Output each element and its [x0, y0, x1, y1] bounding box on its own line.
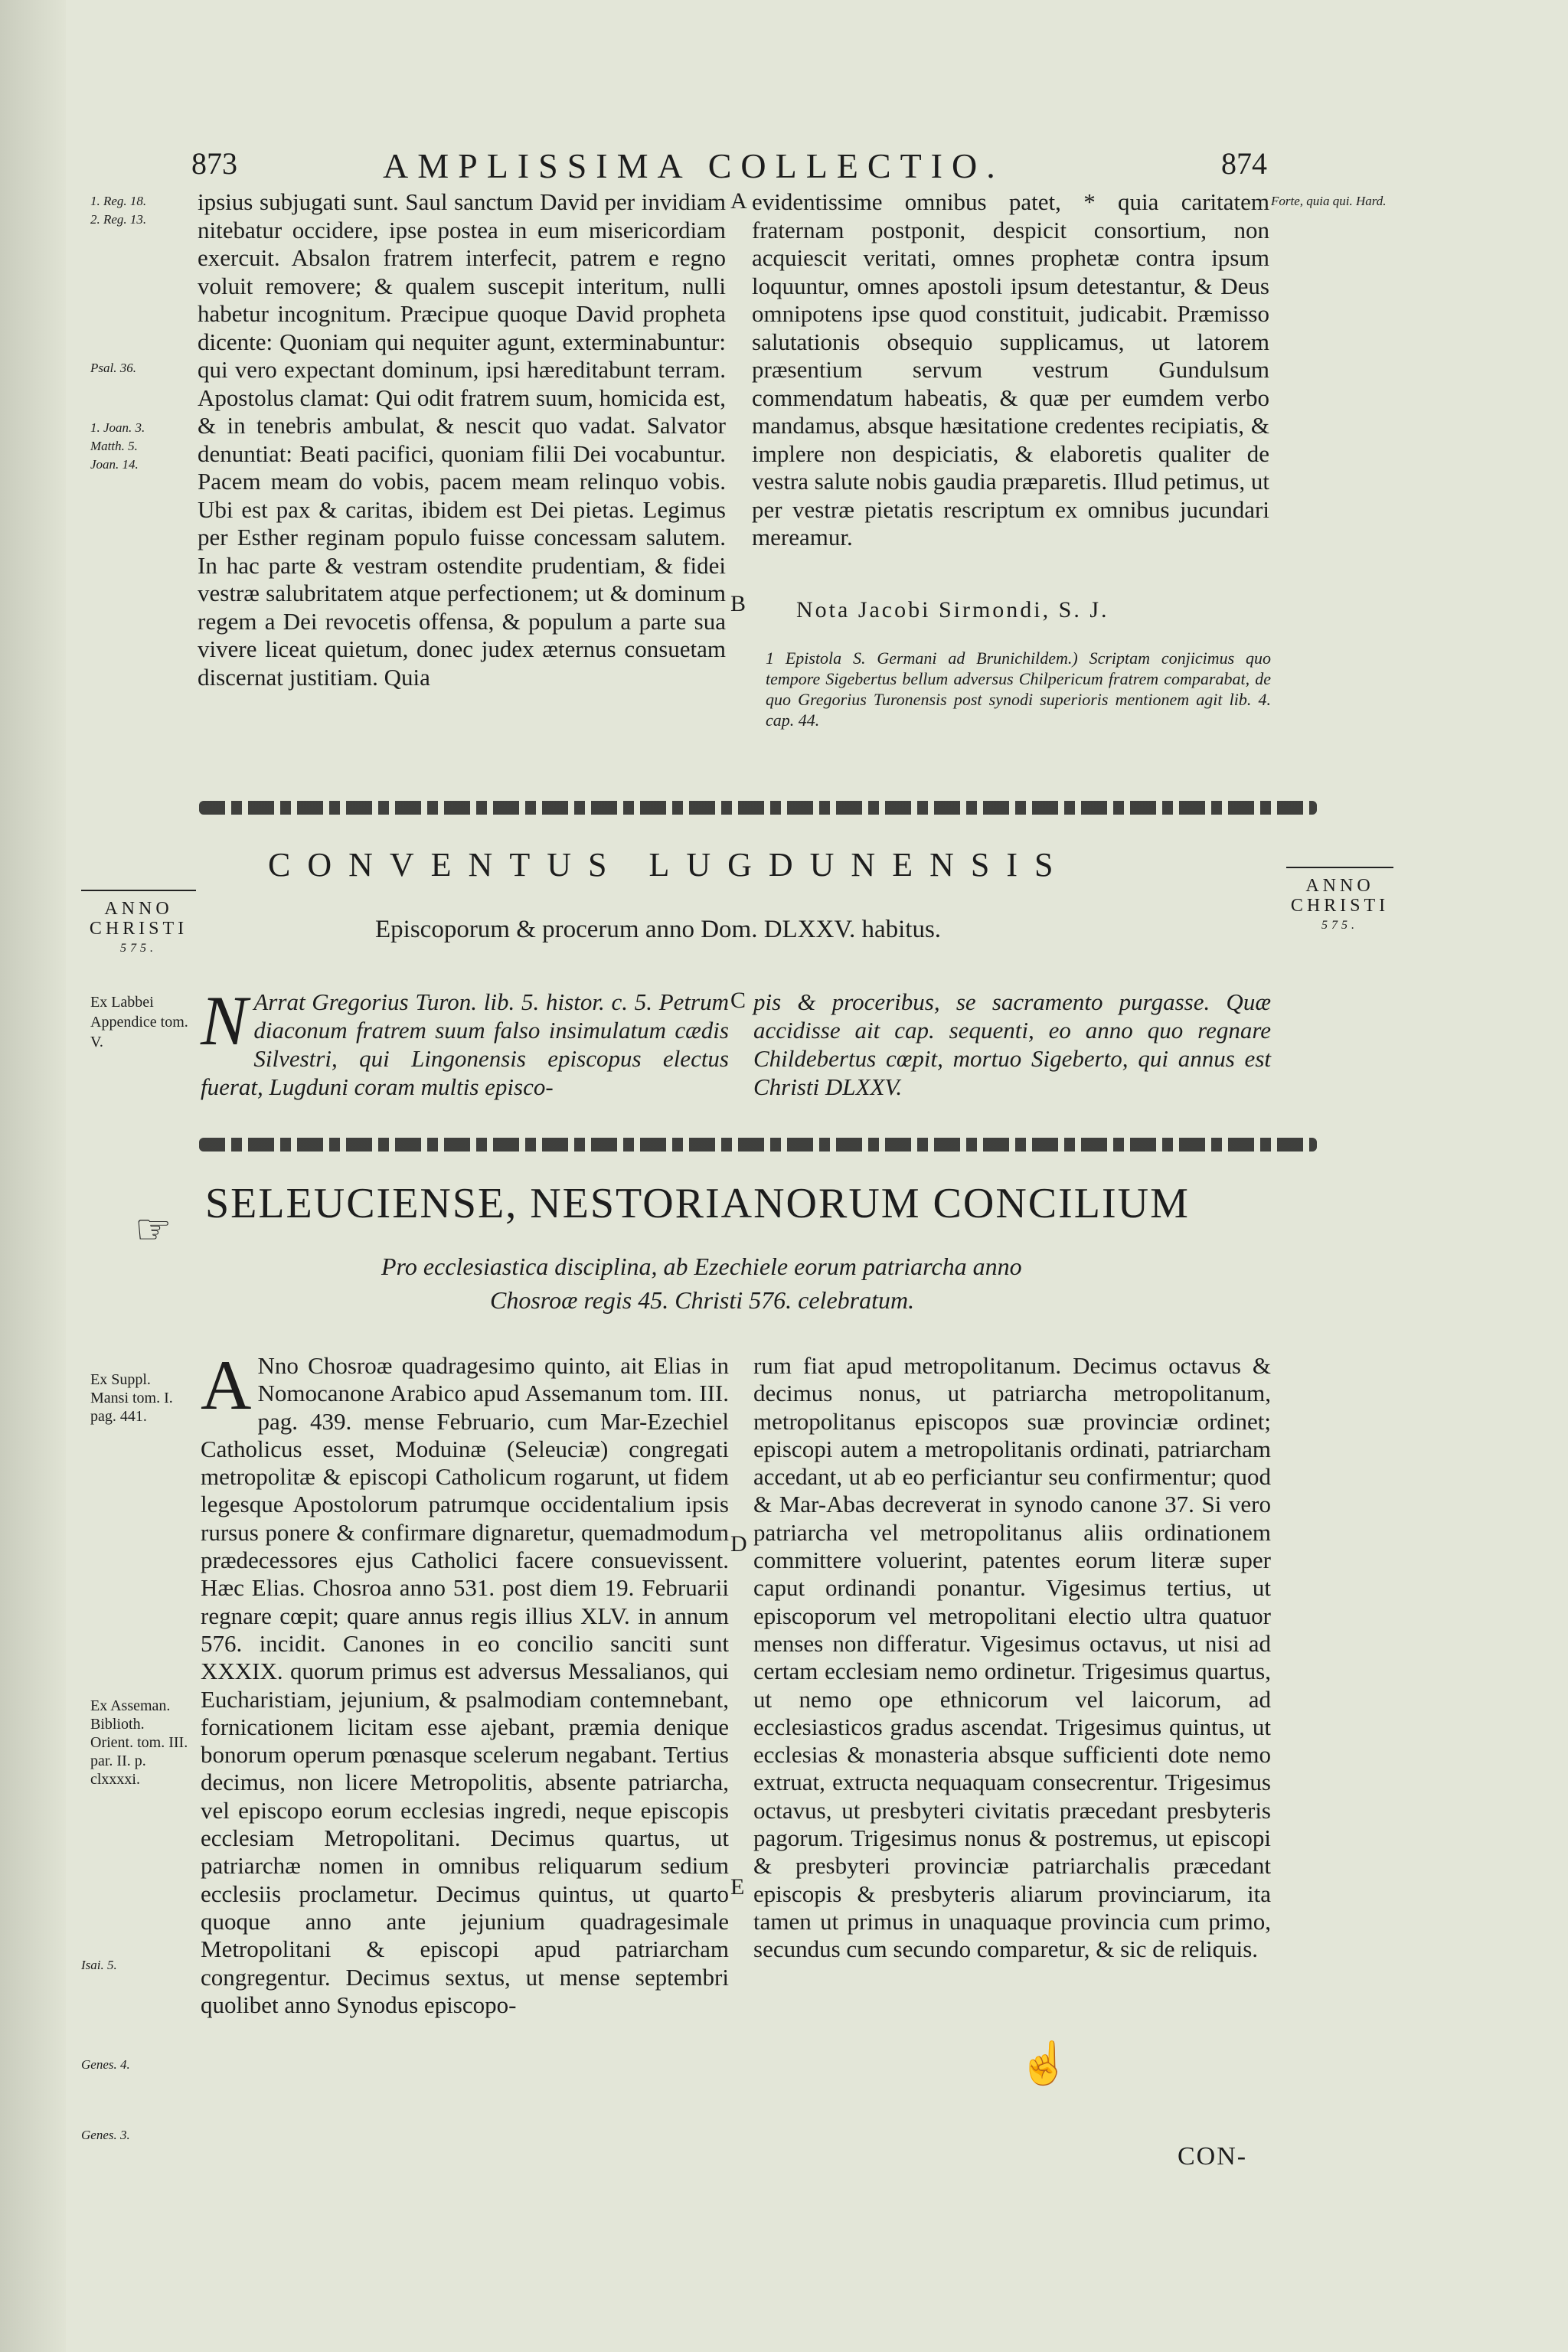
- anno-label: ANNO: [1305, 876, 1374, 896]
- manicule-icon: ☝: [1018, 2040, 1070, 2086]
- seleuciense-left-body: Nno Chosroæ quadragesimo quinto, ait Elias in Nomocanone Arabico apud Assemanum tom. III. pag. 439. mense Februario, cum Mar-Ezechiel Catholicus esset, Moduinæ (Seleuciæ) congregati metropolitæ & episcopi Catholicum rogarunt, ut fidem legesque Apostolorum patrumque occidentalium ipsis rursus ponere & confirmare dignaretur, quemadmodum prædecessores ejus Catholici facere consuevissent. Hæc Elias. Chosroa anno 531. post diem 19. Februarii regnare cœpit; quare annus regis illius XLV. in annum 576. incidit. Canones in eo concilio sanciti sunt XXXIX. quorum primus est adversus Messalianos, qui Eucharistiam, jejunium, & psalmodiam contemnebant, fornicationem licitam esse ajebant, præmia denique bonorum operum pœnasque scelerum negabant. Tertius decimus, non licere Metropolitis, absente patriarcha, vel episcopo eorum ecclesias ingredi, neque episcopis ecclesiam Metropolitani. Decimus quartus, ut patriarchæ nomen in omnibus reliquarum sedium ecclesiis proclametur. Decimus quintus, ut quarto quoque anno ante jejunium quadragesimale Metropolitani & episcopi apud patriarcham congregentur. Decimus sextus, ut mense septembri quolibet anno Synodus episcopo-: [201, 1352, 729, 2018]
- top-left-column: ipsius subjugati sunt. Saul sanctum David per invidiam nitebatur occidere, ipse postea in eum misericordiam exercuit. Absalon fratrem interfecit, patrem e regno voluit removere; & qualem suscepit interitum, nulli habetur incognitum. Præcipue quoque David propheta dicente: Quoniam qui nequiter agunt, exterminabuntur: qui vero expectant dominum, ipsi hæreditabunt terram. Apostolus clamat: Qui odit fratrem suum, homicida est, & in tenebris ambulat, & nescit quo vadat. Salvator denuntiat: Beati pacifici, quoniam filii Dei vocabuntur. Pacem meam do vobis, pacem meam relinquo vobis. Ubi est pax & caritas, ibidem est Dei pietas. Legimus per Esther reginam populo fuisse concessam salutem. In hac parte & vestram ostendite prudentiam, & fidei vestræ salubritatem atque perfectionem; ut & dominum regem a Dei revocetis offensa, & populum a parte sua vivere liceat quietum, donec judex æternus consuetam discernat justitiam. Quia: [198, 188, 726, 691]
- manicule-icon: ☞: [135, 1207, 172, 1253]
- conventus-left-text: [201, 982, 729, 1101]
- margin-note: Genes. 4.: [81, 2057, 130, 2072]
- margin-note: Joan. 14.: [90, 457, 139, 472]
- year-label: 575.: [1321, 919, 1358, 932]
- running-title: AMPLISSIMA COLLECTIO.: [383, 146, 1004, 185]
- christi-label: CHRISTI: [89, 919, 188, 939]
- margin-note: Psal. 36.: [90, 361, 136, 375]
- section-letter-b: B: [730, 591, 746, 616]
- anno-christi-left: [81, 890, 196, 959]
- drop-cap: N: [201, 982, 248, 1060]
- seleuciense-subtitle-1: Pro ecclesiastica disciplina, ab Ezechiele eorum patriarcha anno: [381, 1253, 1022, 1280]
- margin-note-right: Forte, quia qui. Hard.: [1271, 194, 1387, 208]
- drop-cap: A: [201, 1346, 252, 1424]
- anno-christi-right: [1286, 867, 1393, 936]
- year-label: 575.: [120, 942, 157, 955]
- catchword: CON-: [1178, 2142, 1248, 2171]
- running-header: [191, 145, 1355, 191]
- conventus-left-body: Arrat Gregorius Turon. lib. 5. histor. c. 5. Petrum diaconum fratrem suum falso insimulatum cædis Silvestri, qui Lingonensis episcopus electus fuerat, Lugduni coram multis episco-: [201, 988, 729, 1100]
- right-page-number: 874: [1221, 146, 1267, 181]
- seleuciense-right-text: rum fiat apud metropolitanum. Decimus octavus & decimus nonus, ut patriarcha metropolitanum, metropolitanus episcopos suæ provinciæ ordinet; episcopi autem a metropolitanis ordinati, patriarcham accedant, ut ab eo perficiantur seu confirmentur; quod & Mar-Abas decreverat in synodo canone 37. Si vero patriarcha vel metropolitanus aliis ordinationem committere voluerint, patentes eorum literæ super caput ordinandi ponantur. Vigesimus tertius, ut episcoporum vel metropolitani electio ultra quatuor menses non differatur. Vigesimus octavus, ut nisi ad certam ecclesiam nemo ordinetur. Trigesimus quartus, ut nemo ope ethnicorum vel laicorum, ad ecclesiasticos gradus ascendat. Trigesimus quintus, ut ecclesias & monasteria absque sufficienti dote nemo extruat, extructa nequaquam consecrentur. Trigesimus octavus, ut presbyteri civitatis præcedant presbyteris pagorum. Trigesimus nonus & postremus, ut episcopi & presbyteri provinciæ patriarchalis præcedant episcopis & presbyteris aliarum provinciarum, ita tamen ut primus in unaquaque provincia cum primo, secundus cum secundo comparetur, & sic de reliquis.: [753, 1352, 1271, 1963]
- section-letter-c: C: [730, 988, 746, 1013]
- section-letter-e: E: [730, 1874, 745, 1900]
- christi-label: CHRISTI: [1290, 896, 1390, 916]
- ornamental-divider: [199, 801, 1317, 815]
- conventus-title: CONVENTUS LUGDUNENSIS: [268, 846, 1070, 884]
- margin-note: 1. Joan. 3.: [90, 420, 145, 435]
- margin-note: 2. Reg. 13.: [90, 212, 147, 227]
- section-letter-a: A: [730, 188, 747, 214]
- left-page-number: 873: [191, 146, 237, 181]
- margin-note: Isai. 5.: [81, 1958, 117, 1972]
- nota-text: 1 Epistola S. Germani ad Brunichildem.) Scriptam conjicimus quo tempore Sigebertus bellum adversus Chilpericum fratrem comparabat, de quo Gregorius Turonensis post synodi superioris mentionem agit lib. 4. cap. 44.: [766, 648, 1271, 730]
- page-binding-edge: [0, 0, 66, 2352]
- margin-note: Genes. 3.: [81, 2128, 130, 2142]
- seleuciense-left-text: [201, 1346, 729, 2019]
- seleuciense-subtitle-2: Chosroæ regis 45. Christi 576. celebratum.: [490, 1286, 915, 1314]
- seleuciense-source-1: Ex Suppl. Mansi tom. I. pag. 441.: [90, 1371, 173, 1425]
- margin-note: Matth. 5.: [90, 439, 138, 453]
- nota-title: Nota Jacobi Sirmondi, S. J.: [796, 597, 1109, 622]
- conventus-subtitle: Episcoporum & procerum anno Dom. DLXXV. habitus.: [375, 916, 942, 943]
- section-letter-d: D: [730, 1531, 747, 1557]
- conventus-source: Ex Labbei Appendice tom. V.: [90, 994, 188, 1050]
- ornamental-divider: [199, 1138, 1317, 1152]
- seleuciense-title: SELEUCIENSE, NESTORIANORUM CONCILIUM: [205, 1180, 1190, 1227]
- margin-note: 1. Reg. 18.: [90, 194, 147, 208]
- top-right-column: evidentissime omnibus patet, * quia caritatem fraternam postponit, despicit consortium, non acquiescit veritati, omnes prophetæ contra ipsum loquuntur, omnes apostoli ipsum detestantur, & Deus omnipotens ipse quod constituit, judicabit. Præmisso salutationis obsequio supplicamus, ut latorem præsentium servum vestrum Gundulsum commendatum habeatis, & quæ per eumdem verbo mandamus, absque hæsitatione credentes recipiatis, & implere non despiciatis, & elaboretis qualiter de vestra salute nobis gaudia præparetis. Illud petimus, ut per vestræ pietatis rescriptum ex omnibus jucundari mereamur.: [752, 188, 1269, 550]
- conventus-right-text: pis & proceribus, se sacramento purgasse. Quæ accidisse ait cap. sequenti, eo anno quo regnare Childebertus cœpit, mortuo Sigeberto, qui annus est Christi DLXXV.: [753, 988, 1271, 1100]
- anno-label: ANNO: [104, 899, 173, 919]
- seleuciense-source-2: Ex Asseman. Biblioth. Orient. tom. III. par. II. p. clxxxxi.: [90, 1697, 188, 1788]
